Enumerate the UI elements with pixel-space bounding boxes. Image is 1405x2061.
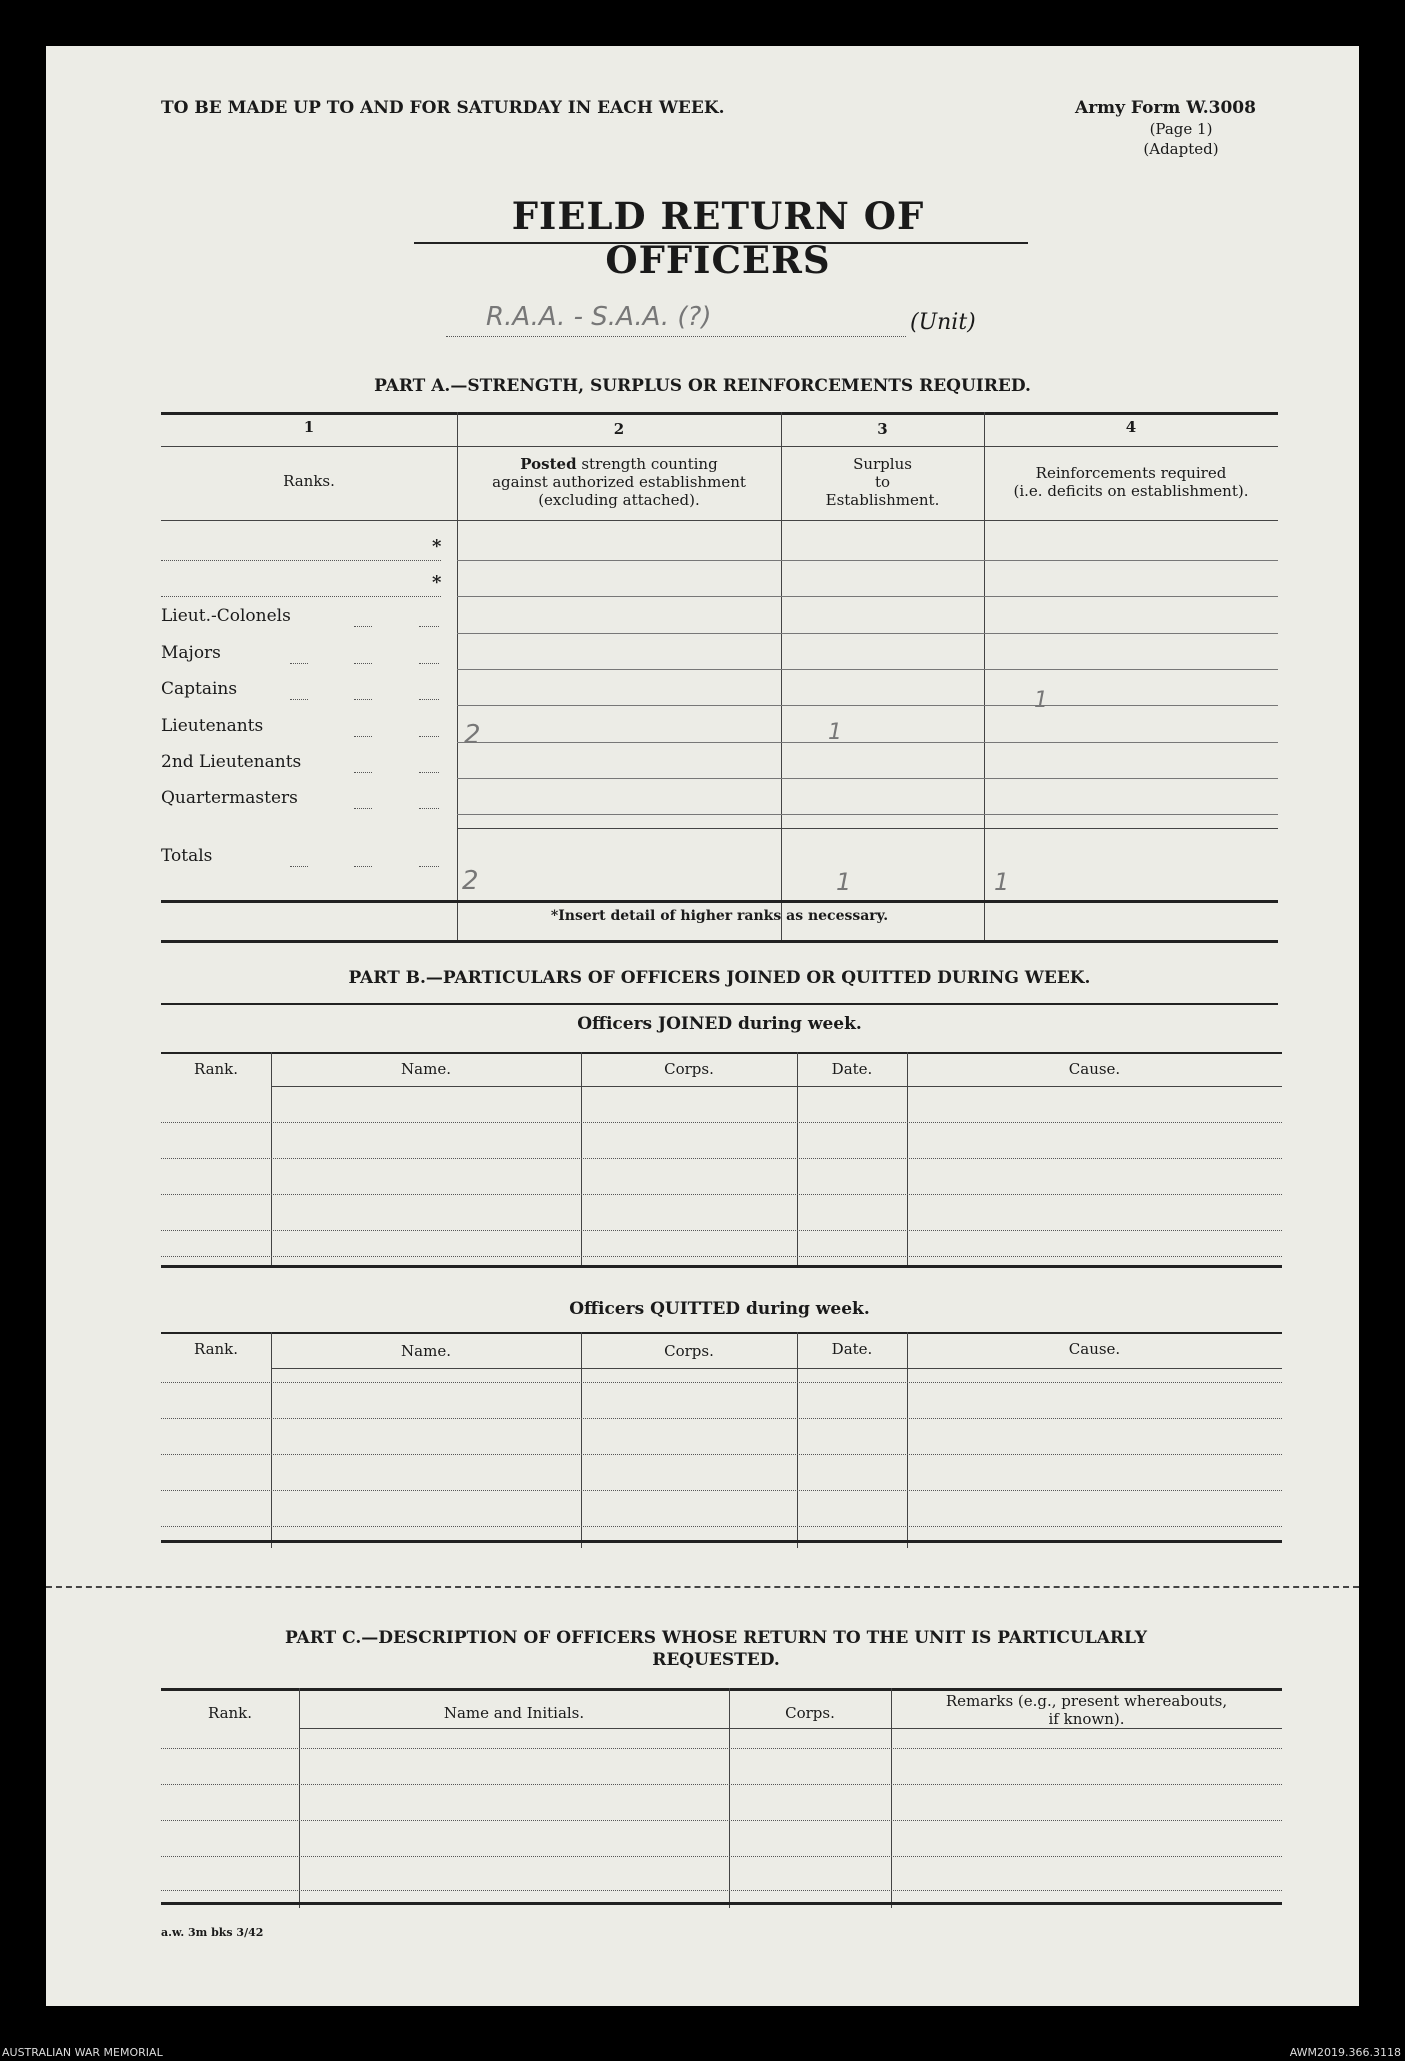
star-2: *	[432, 572, 442, 593]
row-line	[161, 1490, 1282, 1491]
col-divider	[271, 1332, 272, 1548]
leader	[290, 663, 308, 664]
part-a-footnote: *Insert detail of higher ranks as necessary.	[550, 908, 889, 924]
leader	[354, 699, 372, 700]
rank-majors: Majors	[161, 643, 221, 663]
header-rule	[271, 1368, 1282, 1369]
joined-col-corps: Corps.	[664, 1060, 714, 1078]
leader	[419, 699, 439, 700]
posted-bold: Posted	[520, 455, 577, 473]
star-row-1-line	[161, 560, 441, 561]
part-c-col-corps: Corps.	[785, 1704, 835, 1722]
surplus-line-1: Surplus	[853, 455, 912, 473]
remarks-line-2: if known).	[1048, 1710, 1125, 1728]
joined-col-name: Name.	[401, 1060, 451, 1078]
joined-table	[161, 1052, 1282, 1268]
leader	[419, 736, 439, 737]
row-rule	[457, 742, 1278, 743]
leader	[419, 808, 439, 809]
title-underline	[414, 242, 1028, 244]
leader	[419, 772, 439, 773]
row-line	[161, 1194, 1282, 1195]
rank-captains: Captains	[161, 679, 238, 699]
table-bottom	[161, 1540, 1282, 1543]
leader	[354, 808, 372, 809]
quitted-table	[161, 1332, 1282, 1548]
row-rule	[457, 596, 1278, 597]
totals-posted: 2	[462, 866, 479, 896]
quitted-col-rank: Rank.	[193, 1340, 239, 1358]
printer-note: a.w. 3m bks 3/42	[161, 1926, 264, 1939]
col-header-posted	[457, 455, 781, 509]
leader	[354, 736, 372, 737]
part-a-heading: PART A.—STRENGTH, SURPLUS OR REINFORCEMENTS REQUIRED.	[374, 376, 1031, 396]
reinf-line-1: Reinforcements required	[1035, 464, 1227, 482]
row-line	[161, 1122, 1282, 1123]
col-header-ranks: Ranks.	[283, 472, 335, 490]
col-divider	[581, 1332, 582, 1548]
part-b-heading: PART B.—PARTICULARS OF OFFICERS JOINED OR QUITTED DURING WEEK.	[348, 968, 1091, 988]
totals-surplus: 1	[836, 868, 852, 896]
page-number: (Page 1)	[1149, 120, 1213, 138]
leader	[419, 663, 439, 664]
rank-lieut-colonels: Lieut.-Colonels	[161, 606, 291, 626]
row-rule	[457, 633, 1278, 634]
quitted-title: Officers QUITTED during week.	[569, 1299, 870, 1319]
totals-reinforcements: 1	[994, 868, 1010, 896]
leader	[419, 626, 439, 627]
part-c-table	[161, 1688, 1282, 1908]
posted-line-2: against authorized establishment	[492, 473, 746, 491]
col-number-2: 2	[613, 420, 625, 438]
row-rule	[457, 669, 1278, 670]
unit-label: (Unit)	[910, 310, 976, 335]
col-divider	[797, 1052, 798, 1268]
row-rule	[457, 778, 1278, 779]
part-c-heading-2: REQUESTED.	[652, 1650, 780, 1670]
lieutenants-surplus: 1	[828, 720, 842, 745]
captains-reinforcements: 1	[1034, 688, 1048, 713]
leader	[354, 866, 372, 867]
joined-col-rank: Rank.	[193, 1060, 239, 1078]
lieutenants-posted: 2	[464, 720, 481, 750]
credit-left: AUSTRALIAN WAR MEMORIAL	[2, 2046, 163, 2059]
rank-lieutenants: Lieutenants	[161, 716, 264, 736]
col-divider	[797, 1332, 798, 1548]
row-line	[161, 1526, 1282, 1527]
leader	[354, 663, 372, 664]
col-number-4: 4	[1125, 418, 1137, 436]
part-a-end-rule	[161, 940, 1278, 943]
header-rule	[299, 1728, 1282, 1729]
quitted-col-cause: Cause.	[1068, 1340, 1121, 1358]
part-c-col-rank: Rank.	[207, 1704, 253, 1722]
form-page	[46, 46, 1359, 2006]
row-line	[161, 1158, 1282, 1159]
page-title: FIELD RETURN OF OFFICERS	[511, 194, 925, 282]
col-divider	[581, 1052, 582, 1268]
cut-line	[46, 1586, 1359, 1588]
unit-dotted-line	[446, 336, 906, 337]
part-c-col-remarks	[891, 1692, 1282, 1728]
rank-2nd-lieutenants: 2nd Lieutenants	[161, 752, 302, 772]
row-line	[161, 1230, 1282, 1231]
col-header-reinforcements	[984, 464, 1278, 500]
col-header-surplus	[781, 455, 984, 509]
part-a-bottom-rule	[161, 900, 1278, 903]
joined-title: Officers JOINED during week.	[577, 1014, 862, 1034]
table-top	[161, 1688, 1282, 1691]
row-line	[161, 1820, 1282, 1821]
star-1: *	[432, 536, 442, 557]
surplus-line-2: to	[874, 473, 891, 491]
table-bottom	[161, 1265, 1282, 1268]
row-line	[161, 1856, 1282, 1857]
surplus-line-3: Establishment.	[825, 491, 940, 509]
col-divider	[271, 1052, 272, 1268]
part-a-number-rule	[161, 446, 1278, 447]
col-divider	[907, 1052, 908, 1268]
col-number-3: 3	[877, 420, 888, 438]
part-c-heading-1: PART C.—DESCRIPTION OF OFFICERS WHOSE RETURN TO THE UNIT IS PARTICULARLY	[284, 1628, 1148, 1648]
form-id: Army Form W.3008	[1075, 98, 1256, 118]
row-line	[161, 1418, 1282, 1419]
row-line	[161, 1256, 1282, 1257]
part-b-top-rule	[161, 1003, 1278, 1005]
adapted-note: (Adapted)	[1143, 140, 1219, 158]
row-line	[161, 1382, 1282, 1383]
row-rule	[457, 705, 1278, 706]
rank-totals: Totals	[161, 846, 213, 866]
row-rule	[457, 560, 1278, 561]
posted-line-3: (excluding attached).	[538, 491, 700, 509]
joined-col-date: Date.	[831, 1060, 873, 1078]
header-rule	[271, 1086, 1282, 1087]
leader	[290, 866, 308, 867]
col-divider	[907, 1332, 908, 1548]
joined-col-cause: Cause.	[1068, 1060, 1121, 1078]
instruction-text: TO BE MADE UP TO AND FOR SATURDAY IN EACH WEEK.	[161, 98, 725, 118]
row-line	[161, 1748, 1282, 1749]
leader	[354, 772, 372, 773]
remarks-line-1: Remarks (e.g., present whereabouts,	[945, 1692, 1228, 1710]
row-rule	[457, 814, 1278, 815]
posted-rest: strength counting	[576, 455, 718, 473]
row-line	[161, 1784, 1282, 1785]
row-line	[161, 1890, 1282, 1891]
table-top	[161, 1332, 1282, 1334]
row-line	[161, 1454, 1282, 1455]
table-bottom	[161, 1902, 1282, 1905]
col-number-1: 1	[303, 418, 315, 436]
part-a-header-rule	[161, 520, 1278, 521]
quitted-col-date: Date.	[831, 1340, 873, 1358]
star-row-2-line	[161, 596, 441, 597]
reinf-line-2: (i.e. deficits on establishment).	[1013, 482, 1249, 500]
quitted-col-name: Name.	[401, 1342, 451, 1360]
part-c-col-name: Name and Initials.	[443, 1704, 585, 1722]
rank-quartermasters: Quartermasters	[161, 788, 298, 808]
table-top	[161, 1052, 1282, 1054]
quitted-col-corps: Corps.	[664, 1342, 714, 1360]
leader	[290, 699, 308, 700]
leader	[354, 626, 372, 627]
leader	[419, 866, 439, 867]
credit-right: AWM2019.366.3118	[1289, 2046, 1401, 2059]
totals-rule	[457, 828, 1278, 829]
unit-handwritten: R.A.A. - S.A.A. (?)	[486, 302, 712, 332]
part-a-top-rule	[161, 412, 1278, 415]
